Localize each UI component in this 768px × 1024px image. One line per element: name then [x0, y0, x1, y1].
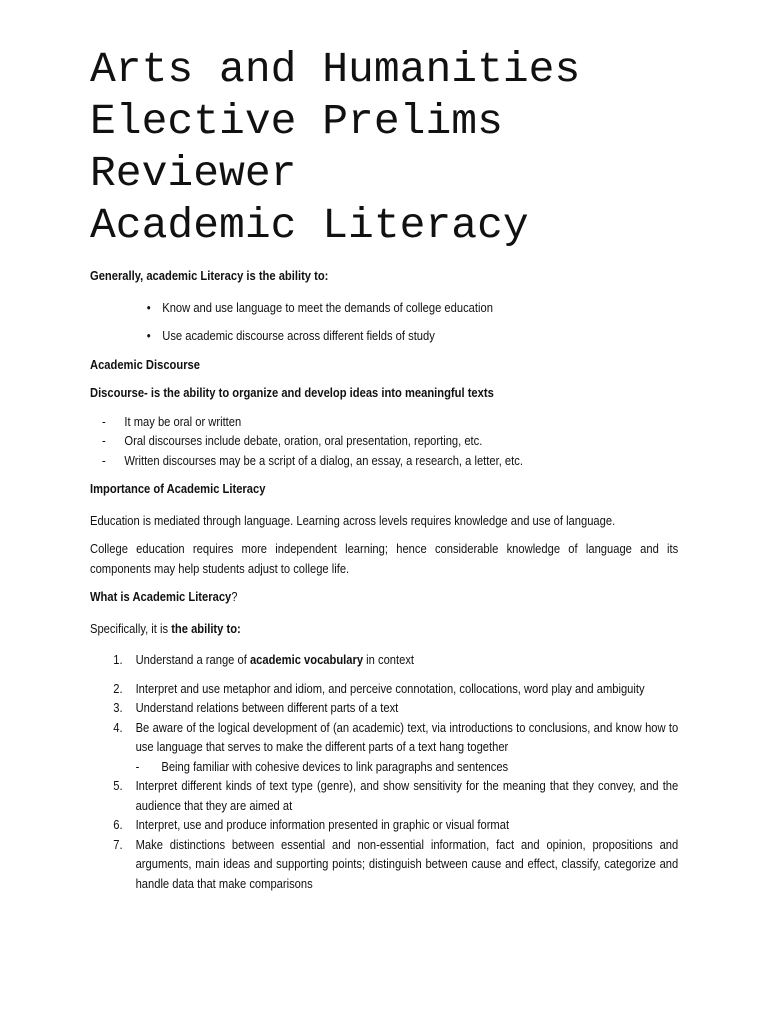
- item-number: 5.: [113, 778, 123, 793]
- page-title: [90, 44, 678, 252]
- what-is-bold: Academic Literacy: [132, 589, 232, 604]
- intro-heading: Generally, academic Literacy is the ability to:: [90, 268, 329, 283]
- intro-bullet-list: [90, 298, 678, 346]
- list-item: [90, 298, 750, 318]
- item-text: Understand relations between different parts of a text: [135, 700, 399, 715]
- bullet-icon: •: [146, 328, 151, 343]
- bullet-icon: •: [146, 299, 151, 315]
- sub-item: [136, 757, 679, 777]
- what-is-prefix: What is: [90, 589, 133, 604]
- item-number: 3.: [113, 700, 123, 715]
- bullet-text: Know and use language to meet the demands of college education: [162, 299, 493, 315]
- importance-paragraph-2: College education requires more independent learning; hence considerable knowledge of language and its components may help students adjust to college life.: [90, 541, 679, 576]
- list-item: [90, 679, 678, 699]
- list-item: [90, 718, 678, 777]
- list-item: [90, 698, 678, 718]
- item-number: 7.: [113, 836, 123, 852]
- item-text: Be aware of the logical development of (an academic) text, via introductions to conclusions, and know how to use language that serves to make the different parts of a text hang together: [135, 719, 679, 754]
- dash-item-text: Written discourses may be a script of a dialog, an essay, a research, a letter, etc.: [124, 452, 523, 468]
- specifically-line: [90, 619, 678, 639]
- item-text: Understand a range of: [135, 652, 250, 667]
- title-line-2: Elective Prelims: [90, 97, 503, 146]
- list-item: [90, 412, 713, 432]
- bullet-text: Use academic discourse across different fields of study: [162, 328, 435, 343]
- dash-item-text: Oral discourses include debate, oration, oral presentation, reporting, etc.: [124, 433, 483, 448]
- dash-item-text: It may be oral or written: [124, 413, 242, 429]
- item-text: Make distinctions between essential and non-essential information, fact and opinion, propositions and arguments, main ideas and supporting points; distinguish between cause and effect, classify, categorize and handle data that make comparisons: [135, 836, 679, 891]
- title-line-4: Academic Literacy: [90, 201, 529, 250]
- item-text: Interpret and use metaphor and idiom, and perceive connotation, collocations, word play and ambiguity: [135, 680, 645, 696]
- document-page: [90, 44, 678, 893]
- ability-list: [90, 650, 678, 893]
- title-line-1: Arts and Humanities: [90, 45, 581, 94]
- item-text: Interpret different kinds of text type (genre), and show sensitivity for the meaning that they convey, and the audience that they are aimed at: [135, 778, 679, 813]
- discourse-definition: Discourse- is the ability to organize and develop ideas into meaningful texts: [90, 385, 494, 400]
- importance-heading: Importance of Academic Literacy: [90, 481, 266, 496]
- discourse-list: [90, 412, 678, 471]
- item-number: 6.: [113, 817, 123, 832]
- item-bold-text: academic vocabulary: [249, 652, 364, 667]
- discourse-heading: Academic Discourse: [90, 356, 200, 372]
- item-number: 4.: [113, 719, 123, 735]
- list-item: [90, 835, 678, 894]
- dash-marker: -: [135, 758, 140, 774]
- what-is-suffix: ?: [231, 589, 238, 604]
- list-item: [90, 650, 678, 670]
- list-item: [90, 451, 713, 471]
- item-text-suffix: in context: [363, 652, 415, 667]
- list-item: [90, 815, 678, 835]
- dash-marker: -: [102, 433, 106, 448]
- sub-item-text: Being familiar with cohesive devices to link paragraphs and sentences: [161, 758, 509, 774]
- what-is-heading: [90, 587, 678, 607]
- item-text: Interpret, use and produce information presented in graphic or visual format: [135, 817, 510, 832]
- list-item: [90, 776, 678, 815]
- importance-paragraph-1: Education is mediated through language. Learning across levels requires knowledge and use of language.: [90, 512, 616, 528]
- dash-marker: -: [102, 452, 106, 468]
- specifically-prefix: Specifically, it is: [90, 620, 172, 636]
- list-item: [90, 431, 713, 451]
- item-number: 2.: [113, 680, 123, 696]
- item-number: 1.: [113, 652, 123, 667]
- list-item: [90, 326, 750, 346]
- title-line-3: Reviewer: [90, 149, 297, 198]
- specifically-bold: the ability to:: [171, 620, 241, 636]
- dash-marker: -: [102, 413, 106, 429]
